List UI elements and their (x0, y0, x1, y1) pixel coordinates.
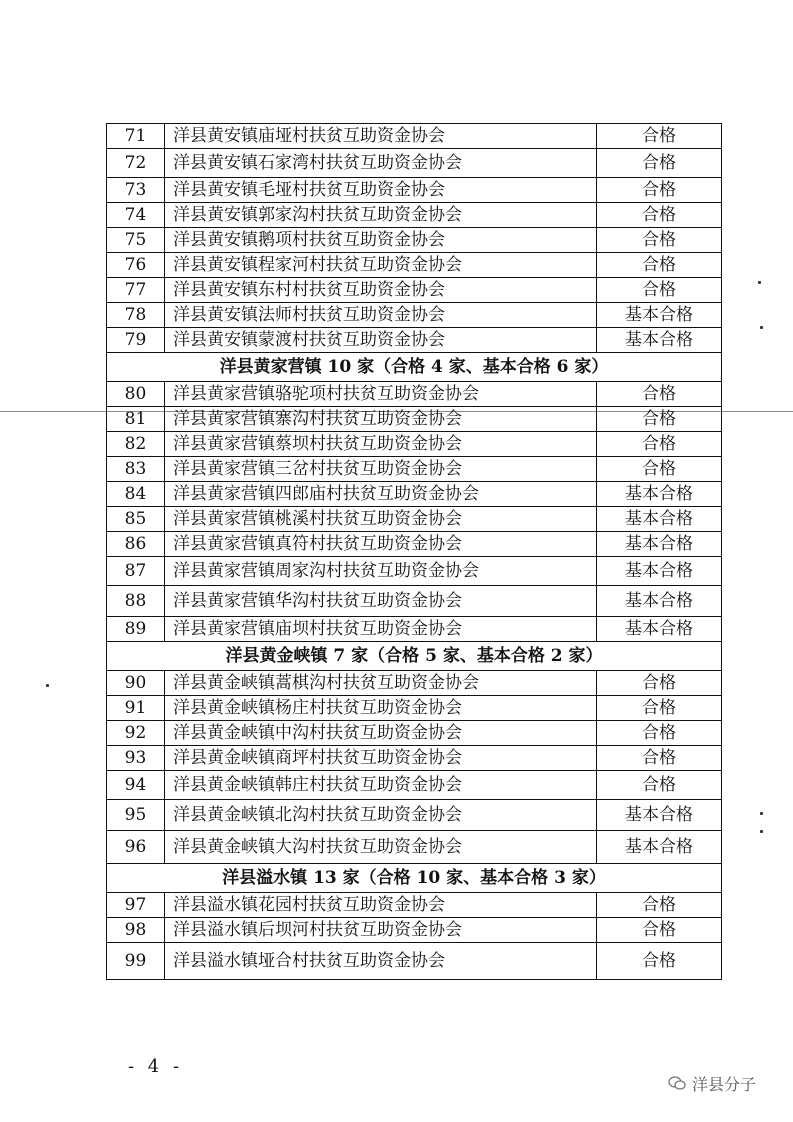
cooperative-name: 洋县黄金峡镇大沟村扶贫互助资金协会 (165, 831, 597, 864)
table-row (107, 303, 722, 328)
assessment-result: 合格 (597, 407, 722, 432)
row-number: 83 (107, 457, 165, 482)
table-row (107, 457, 722, 482)
cooperative-name: 洋县黄家营镇三岔村扶贫互助资金协会 (165, 457, 597, 482)
watermark (668, 1072, 756, 1095)
row-number: 92 (107, 721, 165, 746)
assessment-result: 合格 (597, 771, 722, 800)
assessment-result: 合格 (597, 382, 722, 407)
assessment-result: 基本合格 (597, 532, 722, 557)
row-number: 84 (107, 482, 165, 507)
table-row (107, 557, 722, 586)
cooperative-name: 洋县黄安镇郭家沟村扶贫互助资金协会 (165, 203, 597, 228)
table-row (107, 149, 722, 178)
table-row (107, 943, 722, 980)
cooperative-name: 洋县黄安镇石家湾村扶贫互助资金协会 (165, 149, 597, 178)
row-number: 93 (107, 746, 165, 771)
assessment-result: 合格 (597, 228, 722, 253)
row-number: 88 (107, 586, 165, 617)
cooperative-name: 洋县黄安镇庙垭村扶贫互助资金协会 (165, 124, 597, 149)
section-title: 洋县黄金峡镇 7 家（合格 5 家、基本合格 2 家） (107, 642, 722, 671)
section-header (107, 353, 722, 382)
row-number: 85 (107, 507, 165, 532)
table-row (107, 178, 722, 203)
cooperative-name: 洋县溢水镇垭合村扶贫互助资金协会 (165, 943, 597, 980)
row-number: 77 (107, 278, 165, 303)
assessment-result: 合格 (597, 457, 722, 482)
table-row (107, 532, 722, 557)
scan-speck (758, 281, 761, 284)
row-number: 87 (107, 557, 165, 586)
assessment-result: 基本合格 (597, 586, 722, 617)
cooperative-name: 洋县黄家营镇华沟村扶贫互助资金协会 (165, 586, 597, 617)
scan-speck (760, 326, 763, 329)
assessment-result: 合格 (597, 149, 722, 178)
table-row (107, 771, 722, 800)
section-title: 洋县溢水镇 13 家（合格 10 家、基本合格 3 家） (107, 864, 722, 893)
scan-speck (760, 830, 763, 833)
page-number: - 4 - (128, 1056, 184, 1077)
table-row (107, 746, 722, 771)
row-number: 96 (107, 831, 165, 864)
row-number: 78 (107, 303, 165, 328)
assessment-result: 基本合格 (597, 617, 722, 642)
table-row (107, 586, 722, 617)
cooperative-name: 洋县黄家营镇蔡坝村扶贫互助资金协会 (165, 432, 597, 457)
cooperative-name: 洋县黄安镇东村村扶贫互助资金协会 (165, 278, 597, 303)
cooperative-name: 洋县黄家营镇寨沟村扶贫互助资金协会 (165, 407, 597, 432)
assessment-result: 合格 (597, 203, 722, 228)
row-number: 94 (107, 771, 165, 800)
table-row (107, 918, 722, 943)
row-number: 97 (107, 893, 165, 918)
table-row (107, 203, 722, 228)
assessment-result: 合格 (597, 124, 722, 149)
row-number: 71 (107, 124, 165, 149)
table-row (107, 328, 722, 353)
table-row (107, 382, 722, 407)
row-number: 86 (107, 532, 165, 557)
table-row (107, 278, 722, 303)
assessment-result: 合格 (597, 253, 722, 278)
assessment-result: 合格 (597, 943, 722, 980)
cooperative-name: 洋县黄金峡镇商坪村扶贫互助资金协会 (165, 746, 597, 771)
row-number: 79 (107, 328, 165, 353)
assessment-result: 合格 (597, 746, 722, 771)
assessment-result: 合格 (597, 696, 722, 721)
assessment-result: 合格 (597, 671, 722, 696)
scan-speck (760, 812, 763, 815)
table-row (107, 507, 722, 532)
wechat-icon (668, 1075, 686, 1094)
table-row (107, 696, 722, 721)
assessment-result: 基本合格 (597, 831, 722, 864)
assessment-result: 合格 (597, 893, 722, 918)
row-number: 91 (107, 696, 165, 721)
assessment-result: 合格 (597, 278, 722, 303)
row-number: 80 (107, 382, 165, 407)
table-row (107, 228, 722, 253)
table-row (107, 721, 722, 746)
assessment-result: 基本合格 (597, 328, 722, 353)
table-row (107, 253, 722, 278)
section-header (107, 642, 722, 671)
row-number: 76 (107, 253, 165, 278)
assessment-result: 合格 (597, 721, 722, 746)
row-number: 81 (107, 407, 165, 432)
assessment-result: 基本合格 (597, 482, 722, 507)
table-row (107, 831, 722, 864)
table-row (107, 407, 722, 432)
assessment-result: 基本合格 (597, 507, 722, 532)
cooperative-name: 洋县溢水镇花园村扶贫互助资金协会 (165, 893, 597, 918)
table-row (107, 893, 722, 918)
table-row (107, 671, 722, 696)
cooperative-name: 洋县黄安镇法师村扶贫互助资金协会 (165, 303, 597, 328)
cooperative-name: 洋县黄金峡镇韩庄村扶贫互助资金协会 (165, 771, 597, 800)
section-header (107, 864, 722, 893)
table-row (107, 617, 722, 642)
cooperative-name: 洋县黄金峡镇北沟村扶贫互助资金协会 (165, 800, 597, 831)
assessment-result: 合格 (597, 432, 722, 457)
cooperative-name: 洋县黄金峡镇杨庄村扶贫互助资金协会 (165, 696, 597, 721)
row-number: 74 (107, 203, 165, 228)
table-row (107, 482, 722, 507)
cooperative-name: 洋县黄家营镇周家沟村扶贫互助资金协会 (165, 557, 597, 586)
assessment-result: 基本合格 (597, 557, 722, 586)
row-number: 98 (107, 918, 165, 943)
row-number: 89 (107, 617, 165, 642)
row-number: 95 (107, 800, 165, 831)
cooperative-assessment-table (106, 123, 722, 980)
cooperative-name: 洋县黄安镇程家河村扶贫互助资金协会 (165, 253, 597, 278)
cooperative-name: 洋县黄安镇鹅项村扶贫互助资金协会 (165, 228, 597, 253)
assessment-result: 基本合格 (597, 303, 722, 328)
cooperative-name: 洋县黄安镇蒙渡村扶贫互助资金协会 (165, 328, 597, 353)
row-number: 90 (107, 671, 165, 696)
row-number: 73 (107, 178, 165, 203)
cooperative-name: 洋县黄安镇毛垭村扶贫互助资金协会 (165, 178, 597, 203)
table-row (107, 124, 722, 149)
table-row (107, 432, 722, 457)
cooperative-name: 洋县黄家营镇桃溪村扶贫互助资金协会 (165, 507, 597, 532)
cooperative-name: 洋县黄家营镇庙坝村扶贫互助资金协会 (165, 617, 597, 642)
row-number: 82 (107, 432, 165, 457)
cooperative-name: 洋县溢水镇后坝河村扶贫互助资金协会 (165, 918, 597, 943)
cooperative-name: 洋县黄家营镇四郎庙村扶贫互助资金协会 (165, 482, 597, 507)
section-title: 洋县黄家营镇 10 家（合格 4 家、基本合格 6 家） (107, 353, 722, 382)
assessment-result: 合格 (597, 918, 722, 943)
cooperative-name: 洋县黄金峡镇蒿棋沟村扶贫互助资金协会 (165, 671, 597, 696)
row-number: 75 (107, 228, 165, 253)
scan-speck (46, 684, 49, 687)
cooperative-name: 洋县黄金峡镇中沟村扶贫互助资金协会 (165, 721, 597, 746)
cooperative-name: 洋县黄家营镇真符村扶贫互助资金协会 (165, 532, 597, 557)
assessment-result: 基本合格 (597, 800, 722, 831)
row-number: 99 (107, 943, 165, 980)
cooperative-name: 洋县黄家营镇骆驼项村扶贫互助资金协会 (165, 382, 597, 407)
watermark-text: 洋县分子 (692, 1075, 757, 1094)
table-row (107, 800, 722, 831)
row-number: 72 (107, 149, 165, 178)
assessment-result: 合格 (597, 178, 722, 203)
